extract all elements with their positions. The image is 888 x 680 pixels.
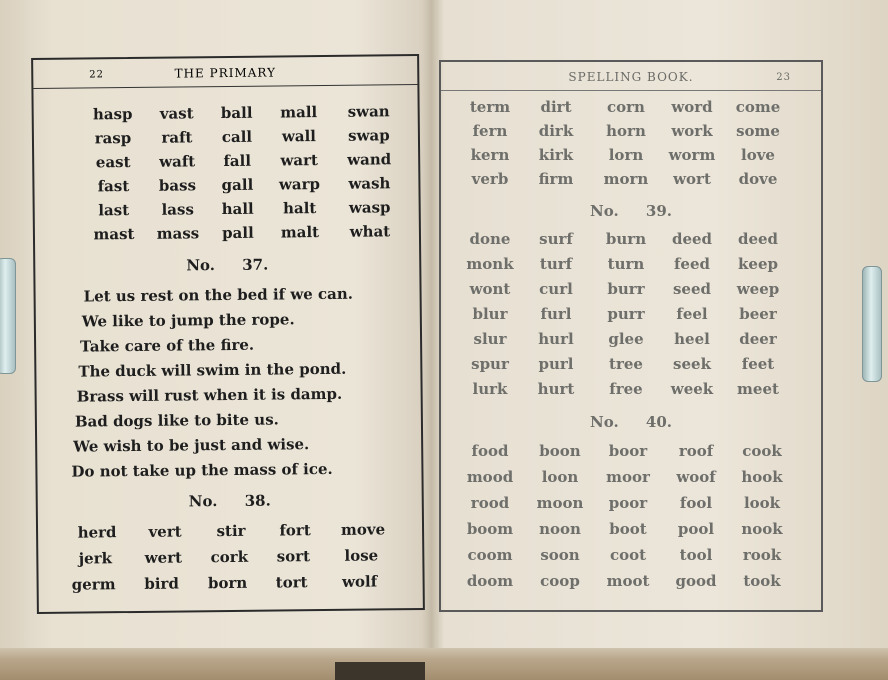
word: weep — [736, 280, 780, 298]
word: soon — [540, 546, 580, 564]
section-heading-39: No. 39. — [590, 202, 672, 220]
word: good — [675, 572, 717, 590]
sentence: The duck will swim in the pond. — [78, 359, 347, 381]
word: done — [469, 230, 511, 248]
word: stir — [216, 521, 246, 541]
word: beer — [739, 305, 777, 323]
sentence: We like to jump the rope. — [81, 310, 295, 331]
word: work — [671, 122, 713, 140]
word: hurt — [537, 380, 575, 398]
word: vast — [159, 104, 194, 123]
left-page — [31, 54, 425, 614]
word-row — [35, 222, 419, 250]
word-row — [441, 442, 821, 466]
word: mall — [280, 103, 318, 122]
right-page — [439, 60, 823, 612]
word: call — [221, 127, 253, 147]
right-page-header — [441, 62, 821, 91]
word: halt — [282, 199, 317, 218]
word: bass — [158, 176, 197, 195]
word-row — [441, 305, 821, 329]
book-bottom-edge — [0, 648, 888, 680]
word: rood — [470, 494, 510, 512]
word: glee — [608, 330, 644, 348]
word: curl — [539, 280, 573, 298]
word-row — [39, 572, 423, 600]
word: woof — [676, 468, 716, 486]
word: morn — [603, 170, 649, 188]
word: turn — [607, 255, 645, 273]
word-row — [441, 380, 821, 404]
word: boot — [609, 520, 647, 538]
word: spur — [471, 355, 509, 373]
word: fern — [472, 122, 508, 140]
word: seed — [672, 280, 712, 298]
word-row — [441, 520, 821, 544]
word: swap — [348, 126, 390, 145]
word: feet — [741, 355, 775, 373]
left-running-title: THE PRIMARY — [174, 65, 277, 81]
sentence: Brass will rust when it is damp. — [76, 384, 343, 406]
word: horn — [606, 122, 646, 140]
word: hurl — [538, 330, 574, 348]
word: turf — [539, 255, 573, 273]
word: moot — [606, 572, 650, 590]
word: wall — [281, 127, 317, 146]
word: lorn — [608, 146, 644, 164]
word: burr — [607, 280, 645, 298]
word: coop — [540, 572, 580, 590]
word: cork — [210, 547, 249, 567]
word: wolf — [341, 572, 378, 591]
word: firm — [538, 170, 574, 188]
word: doom — [466, 572, 514, 590]
word: poor — [608, 494, 648, 512]
word: mood — [466, 468, 514, 486]
word: feed — [673, 255, 711, 273]
word-row — [441, 355, 821, 379]
word: east — [95, 153, 131, 172]
word: deed — [671, 230, 713, 248]
word: roof — [678, 442, 714, 460]
section-heading-37: No. 37. — [186, 255, 269, 275]
word: heel — [674, 330, 710, 348]
word-row — [441, 255, 821, 279]
word: tool — [679, 546, 713, 564]
section-heading-40: No. 40. — [590, 413, 672, 431]
dark-mark — [335, 662, 425, 680]
word-row — [441, 122, 821, 146]
word: ball — [220, 103, 253, 123]
word: rook — [742, 546, 782, 564]
word: some — [736, 122, 780, 140]
word: lurk — [472, 380, 508, 398]
word: warp — [278, 175, 321, 194]
word-row — [441, 230, 821, 254]
word: hall — [221, 199, 254, 219]
word: seek — [673, 355, 711, 373]
sentence: Take care of the fire. — [80, 335, 255, 356]
word: coot — [609, 546, 647, 564]
word: purr — [607, 305, 645, 323]
word: nook — [741, 520, 783, 538]
word: coom — [467, 546, 513, 564]
word: deed — [737, 230, 779, 248]
word: wert — [144, 548, 183, 567]
word: pall — [222, 223, 254, 243]
word: look — [743, 494, 781, 512]
right-running-title: SPELLING BOOK. — [568, 70, 694, 84]
word: fast — [97, 177, 130, 196]
word: what — [349, 222, 391, 241]
word: monk — [466, 255, 514, 273]
word: word — [671, 98, 713, 116]
word: mast — [93, 224, 135, 244]
left-page-header — [33, 56, 417, 89]
word: sort — [276, 547, 311, 566]
sentence: Let us rest on the bed if we can. — [83, 284, 354, 306]
word: deer — [739, 330, 777, 348]
word: purl — [538, 355, 574, 373]
word-row — [441, 546, 821, 570]
word: vert — [148, 522, 182, 541]
word: wont — [469, 280, 511, 298]
word-row — [441, 146, 821, 170]
sentence: We wish to be just and wise. — [73, 435, 310, 456]
word-row — [441, 468, 821, 492]
word: wand — [347, 150, 392, 169]
word: fool — [679, 494, 713, 512]
word: moon — [536, 494, 584, 512]
word-row — [441, 98, 821, 122]
word: boom — [466, 520, 514, 538]
word: last — [98, 201, 130, 220]
right-clasp — [862, 266, 882, 382]
word: jerk — [78, 549, 113, 568]
word: burn — [605, 230, 647, 248]
word: boon — [539, 442, 581, 460]
left-clasp — [0, 258, 16, 374]
word: bird — [144, 574, 179, 593]
word: blur — [472, 305, 508, 323]
word: hook — [741, 468, 783, 486]
word: took — [743, 572, 781, 590]
word: wasp — [348, 198, 391, 217]
word-row — [441, 170, 821, 194]
word: malt — [280, 223, 320, 242]
word: dirk — [538, 122, 574, 140]
word: lass — [161, 200, 194, 219]
right-page-number: 23 — [776, 72, 791, 83]
sentence: Bad dogs like to bite us. — [74, 410, 279, 431]
word: term — [469, 98, 511, 116]
word: food — [471, 442, 509, 460]
word: fort — [279, 521, 311, 540]
word: born — [207, 573, 248, 593]
word-row — [441, 330, 821, 354]
word: keep — [738, 255, 778, 273]
word: tree — [609, 355, 643, 373]
word: swan — [347, 102, 390, 121]
word: pool — [677, 520, 715, 538]
word: free — [609, 380, 643, 398]
word-row — [441, 494, 821, 518]
word: raft — [161, 128, 193, 147]
word: loon — [541, 468, 579, 486]
word: germ — [71, 575, 116, 594]
word: gall — [221, 175, 254, 195]
word: dove — [738, 170, 778, 188]
word: furl — [540, 305, 572, 323]
word-row — [441, 572, 821, 596]
section-heading-38: No. 38. — [188, 491, 271, 511]
word: worm — [668, 146, 716, 164]
word: mass — [156, 224, 200, 243]
word: wort — [673, 170, 711, 188]
word: wash — [348, 174, 391, 193]
word: meet — [737, 380, 779, 398]
word: verb — [471, 170, 509, 188]
word: cook — [742, 442, 782, 460]
word: moor — [606, 468, 650, 486]
word-row — [441, 280, 821, 304]
word: hasp — [92, 104, 133, 124]
word: lose — [344, 546, 379, 565]
word: noon — [539, 520, 581, 538]
word: love — [741, 146, 775, 164]
word: rasp — [94, 129, 132, 148]
word: slur — [473, 330, 507, 348]
left-page-number: 22 — [89, 69, 105, 81]
word: boor — [608, 442, 648, 460]
word: corn — [607, 98, 645, 116]
word: waft — [159, 152, 196, 171]
word: fall — [223, 151, 252, 171]
word: week — [670, 380, 714, 398]
word: surf — [539, 230, 573, 248]
word-row — [38, 546, 422, 574]
word: wart — [280, 151, 319, 170]
word: feel — [676, 305, 708, 323]
word: move — [340, 520, 386, 539]
word: tort — [275, 573, 308, 592]
word: kern — [470, 146, 510, 164]
word: kirk — [538, 146, 574, 164]
sentence: Do not take up the mass of ice. — [71, 459, 333, 481]
word: herd — [77, 523, 117, 542]
word-row — [38, 520, 422, 548]
word: come — [735, 98, 781, 116]
word: dirt — [540, 98, 572, 116]
